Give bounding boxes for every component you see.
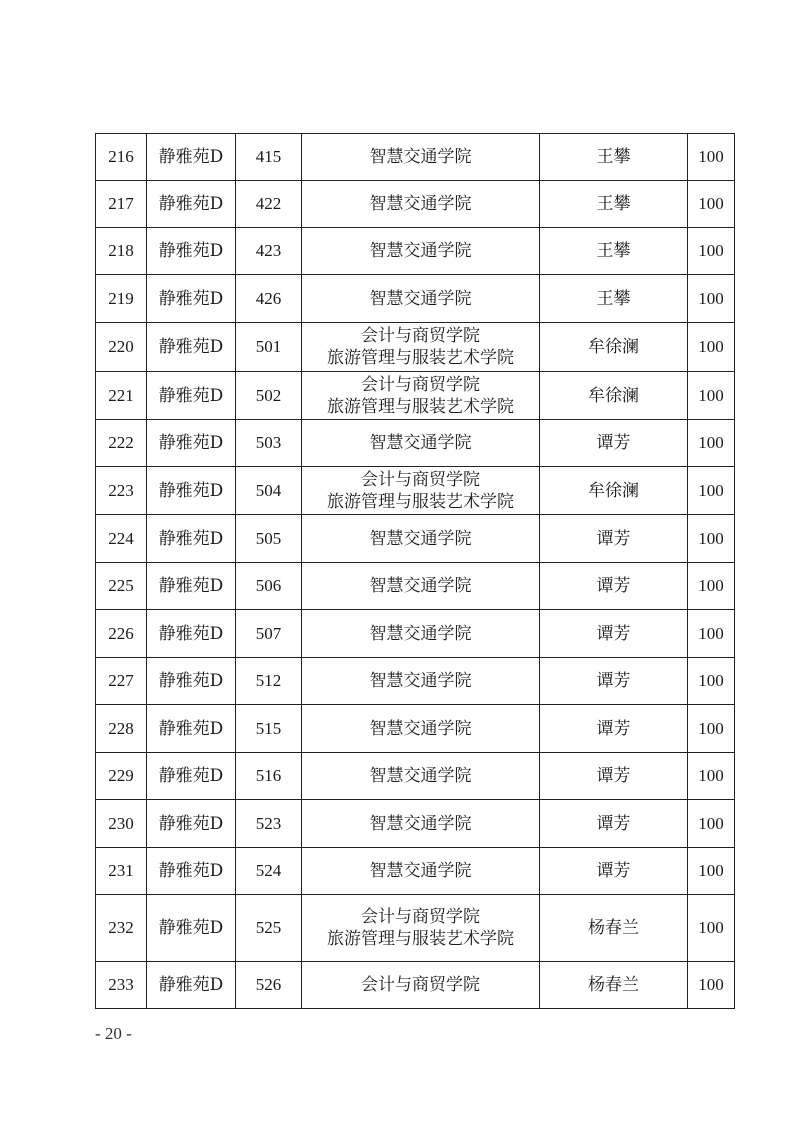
score-cell: 100 bbox=[688, 228, 735, 275]
college-cell bbox=[302, 895, 540, 962]
counselor-cell: 牟徐澜 bbox=[540, 467, 688, 515]
room-number-cell: 515 bbox=[236, 705, 302, 753]
score-cell: 100 bbox=[688, 134, 735, 181]
score-cell: 100 bbox=[688, 848, 735, 895]
building-cell: 静雅苑D bbox=[147, 658, 236, 705]
college-cell bbox=[302, 228, 540, 275]
score-cell: 100 bbox=[688, 420, 735, 467]
college-cell bbox=[302, 181, 540, 228]
score-cell: 100 bbox=[688, 467, 735, 515]
table-row bbox=[96, 610, 735, 658]
room-number-cell: 504 bbox=[236, 467, 302, 515]
table-row bbox=[96, 181, 735, 228]
table-row bbox=[96, 228, 735, 275]
college-name: 智慧交通学院 bbox=[369, 528, 472, 549]
college-cell bbox=[302, 323, 540, 372]
table-row bbox=[96, 275, 735, 323]
college-name: 会计与商贸学院 bbox=[361, 326, 480, 346]
table-body bbox=[96, 134, 735, 1009]
dormitory-score-table bbox=[95, 133, 735, 1009]
room-number-cell: 505 bbox=[236, 515, 302, 563]
counselor-cell: 谭芳 bbox=[540, 420, 688, 467]
counselor-cell: 杨春兰 bbox=[540, 962, 688, 1009]
room-number-cell: 523 bbox=[236, 800, 302, 848]
college-cell bbox=[302, 962, 540, 1009]
table-row bbox=[96, 658, 735, 705]
table-row bbox=[96, 515, 735, 563]
college-cell bbox=[302, 275, 540, 323]
score-cell: 100 bbox=[688, 515, 735, 563]
row-number-cell: 224 bbox=[96, 515, 147, 563]
building-cell: 静雅苑D bbox=[147, 895, 236, 962]
score-cell: 100 bbox=[688, 181, 735, 228]
college-name: 智慧交通学院 bbox=[369, 576, 472, 596]
building-cell: 静雅苑D bbox=[147, 275, 236, 323]
college-cell bbox=[302, 515, 540, 563]
building-cell: 静雅苑D bbox=[147, 800, 236, 848]
row-number-cell: 218 bbox=[96, 228, 147, 275]
room-number-cell: 525 bbox=[236, 895, 302, 962]
counselor-cell: 王攀 bbox=[540, 228, 688, 275]
counselor-cell: 牟徐澜 bbox=[540, 323, 688, 372]
college-name: 智慧交通学院 bbox=[369, 288, 472, 309]
score-cell: 100 bbox=[688, 610, 735, 658]
score-cell: 100 bbox=[688, 753, 735, 800]
college-name: 智慧交通学院 bbox=[369, 718, 472, 739]
row-number-cell: 233 bbox=[96, 962, 147, 1009]
college-cell bbox=[302, 420, 540, 467]
table-row bbox=[96, 705, 735, 753]
row-number-cell: 221 bbox=[96, 372, 147, 420]
college-name: 会计与商贸学院 bbox=[361, 975, 480, 995]
table-row bbox=[96, 800, 735, 848]
college-name: 智慧交通学院 bbox=[369, 433, 472, 453]
counselor-cell: 谭芳 bbox=[540, 563, 688, 610]
room-number-cell: 426 bbox=[236, 275, 302, 323]
building-cell: 静雅苑D bbox=[147, 515, 236, 563]
college-name: 会计与商贸学院 bbox=[361, 907, 480, 927]
counselor-cell: 牟徐澜 bbox=[540, 372, 688, 420]
table-row bbox=[96, 563, 735, 610]
row-number-cell: 216 bbox=[96, 134, 147, 181]
college-cell bbox=[302, 800, 540, 848]
row-number-cell: 227 bbox=[96, 658, 147, 705]
counselor-cell: 谭芳 bbox=[540, 705, 688, 753]
building-cell: 静雅苑D bbox=[147, 848, 236, 895]
row-number-cell: 228 bbox=[96, 705, 147, 753]
college-name: 旅游管理与服装艺术学院 bbox=[327, 396, 514, 417]
score-cell: 100 bbox=[688, 372, 735, 420]
college-cell bbox=[302, 753, 540, 800]
row-number-cell: 230 bbox=[96, 800, 147, 848]
row-number-cell: 219 bbox=[96, 275, 147, 323]
room-number-cell: 516 bbox=[236, 753, 302, 800]
college-cell bbox=[302, 705, 540, 753]
counselor-cell: 谭芳 bbox=[540, 610, 688, 658]
room-number-cell: 501 bbox=[236, 323, 302, 372]
counselor-cell: 谭芳 bbox=[540, 848, 688, 895]
college-cell bbox=[302, 610, 540, 658]
room-number-cell: 415 bbox=[236, 134, 302, 181]
college-cell bbox=[302, 658, 540, 705]
page-number: - 20 - bbox=[95, 1024, 132, 1043]
building-cell: 静雅苑D bbox=[147, 610, 236, 658]
college-name: 智慧交通学院 bbox=[369, 671, 472, 691]
college-name: 智慧交通学院 bbox=[369, 241, 472, 261]
college-name: 智慧交通学院 bbox=[369, 194, 472, 214]
counselor-cell: 谭芳 bbox=[540, 515, 688, 563]
table-row bbox=[96, 467, 735, 515]
table-row bbox=[96, 962, 735, 1009]
college-name: 会计与商贸学院 bbox=[361, 374, 480, 395]
table-row bbox=[96, 848, 735, 895]
room-number-cell: 507 bbox=[236, 610, 302, 658]
row-number-cell: 229 bbox=[96, 753, 147, 800]
college-name: 会计与商贸学院 bbox=[361, 469, 480, 490]
score-cell: 100 bbox=[688, 705, 735, 753]
college-name: 智慧交通学院 bbox=[369, 861, 472, 881]
building-cell: 静雅苑D bbox=[147, 467, 236, 515]
college-name: 智慧交通学院 bbox=[369, 813, 472, 834]
score-cell: 100 bbox=[688, 563, 735, 610]
counselor-cell: 谭芳 bbox=[540, 800, 688, 848]
row-number-cell: 217 bbox=[96, 181, 147, 228]
room-number-cell: 423 bbox=[236, 228, 302, 275]
counselor-cell: 王攀 bbox=[540, 181, 688, 228]
score-cell: 100 bbox=[688, 895, 735, 962]
row-number-cell: 223 bbox=[96, 467, 147, 515]
counselor-cell: 谭芳 bbox=[540, 658, 688, 705]
college-cell bbox=[302, 372, 540, 420]
building-cell: 静雅苑D bbox=[147, 563, 236, 610]
score-cell: 100 bbox=[688, 275, 735, 323]
building-cell: 静雅苑D bbox=[147, 323, 236, 372]
table-row bbox=[96, 753, 735, 800]
row-number-cell: 225 bbox=[96, 563, 147, 610]
row-number-cell: 231 bbox=[96, 848, 147, 895]
score-cell: 100 bbox=[688, 323, 735, 372]
counselor-cell: 谭芳 bbox=[540, 753, 688, 800]
college-cell bbox=[302, 467, 540, 515]
college-name: 智慧交通学院 bbox=[369, 147, 472, 167]
counselor-cell: 王攀 bbox=[540, 275, 688, 323]
building-cell: 静雅苑D bbox=[147, 372, 236, 420]
room-number-cell: 502 bbox=[236, 372, 302, 420]
building-cell: 静雅苑D bbox=[147, 134, 236, 181]
building-cell: 静雅苑D bbox=[147, 420, 236, 467]
table-row bbox=[96, 134, 735, 181]
college-name: 旅游管理与服装艺术学院 bbox=[327, 348, 514, 368]
room-number-cell: 526 bbox=[236, 962, 302, 1009]
room-number-cell: 503 bbox=[236, 420, 302, 467]
room-number-cell: 422 bbox=[236, 181, 302, 228]
table-row bbox=[96, 895, 735, 962]
row-number-cell: 222 bbox=[96, 420, 147, 467]
room-number-cell: 524 bbox=[236, 848, 302, 895]
building-cell: 静雅苑D bbox=[147, 181, 236, 228]
college-cell bbox=[302, 563, 540, 610]
dormitory-score-table-container bbox=[95, 133, 734, 1009]
building-cell: 静雅苑D bbox=[147, 705, 236, 753]
score-cell: 100 bbox=[688, 800, 735, 848]
row-number-cell: 232 bbox=[96, 895, 147, 962]
college-name: 智慧交通学院 bbox=[369, 766, 472, 786]
score-cell: 100 bbox=[688, 962, 735, 1009]
building-cell: 静雅苑D bbox=[147, 753, 236, 800]
college-cell bbox=[302, 134, 540, 181]
table-row bbox=[96, 420, 735, 467]
building-cell: 静雅苑D bbox=[147, 228, 236, 275]
table-row bbox=[96, 323, 735, 372]
room-number-cell: 506 bbox=[236, 563, 302, 610]
counselor-cell: 杨春兰 bbox=[540, 895, 688, 962]
college-cell bbox=[302, 848, 540, 895]
college-name: 旅游管理与服装艺术学院 bbox=[327, 929, 514, 949]
score-cell: 100 bbox=[688, 658, 735, 705]
room-number-cell: 512 bbox=[236, 658, 302, 705]
college-name: 智慧交通学院 bbox=[369, 623, 472, 644]
building-cell: 静雅苑D bbox=[147, 962, 236, 1009]
counselor-cell: 王攀 bbox=[540, 134, 688, 181]
college-name: 旅游管理与服装艺术学院 bbox=[327, 491, 514, 512]
row-number-cell: 220 bbox=[96, 323, 147, 372]
table-row bbox=[96, 372, 735, 420]
row-number-cell: 226 bbox=[96, 610, 147, 658]
